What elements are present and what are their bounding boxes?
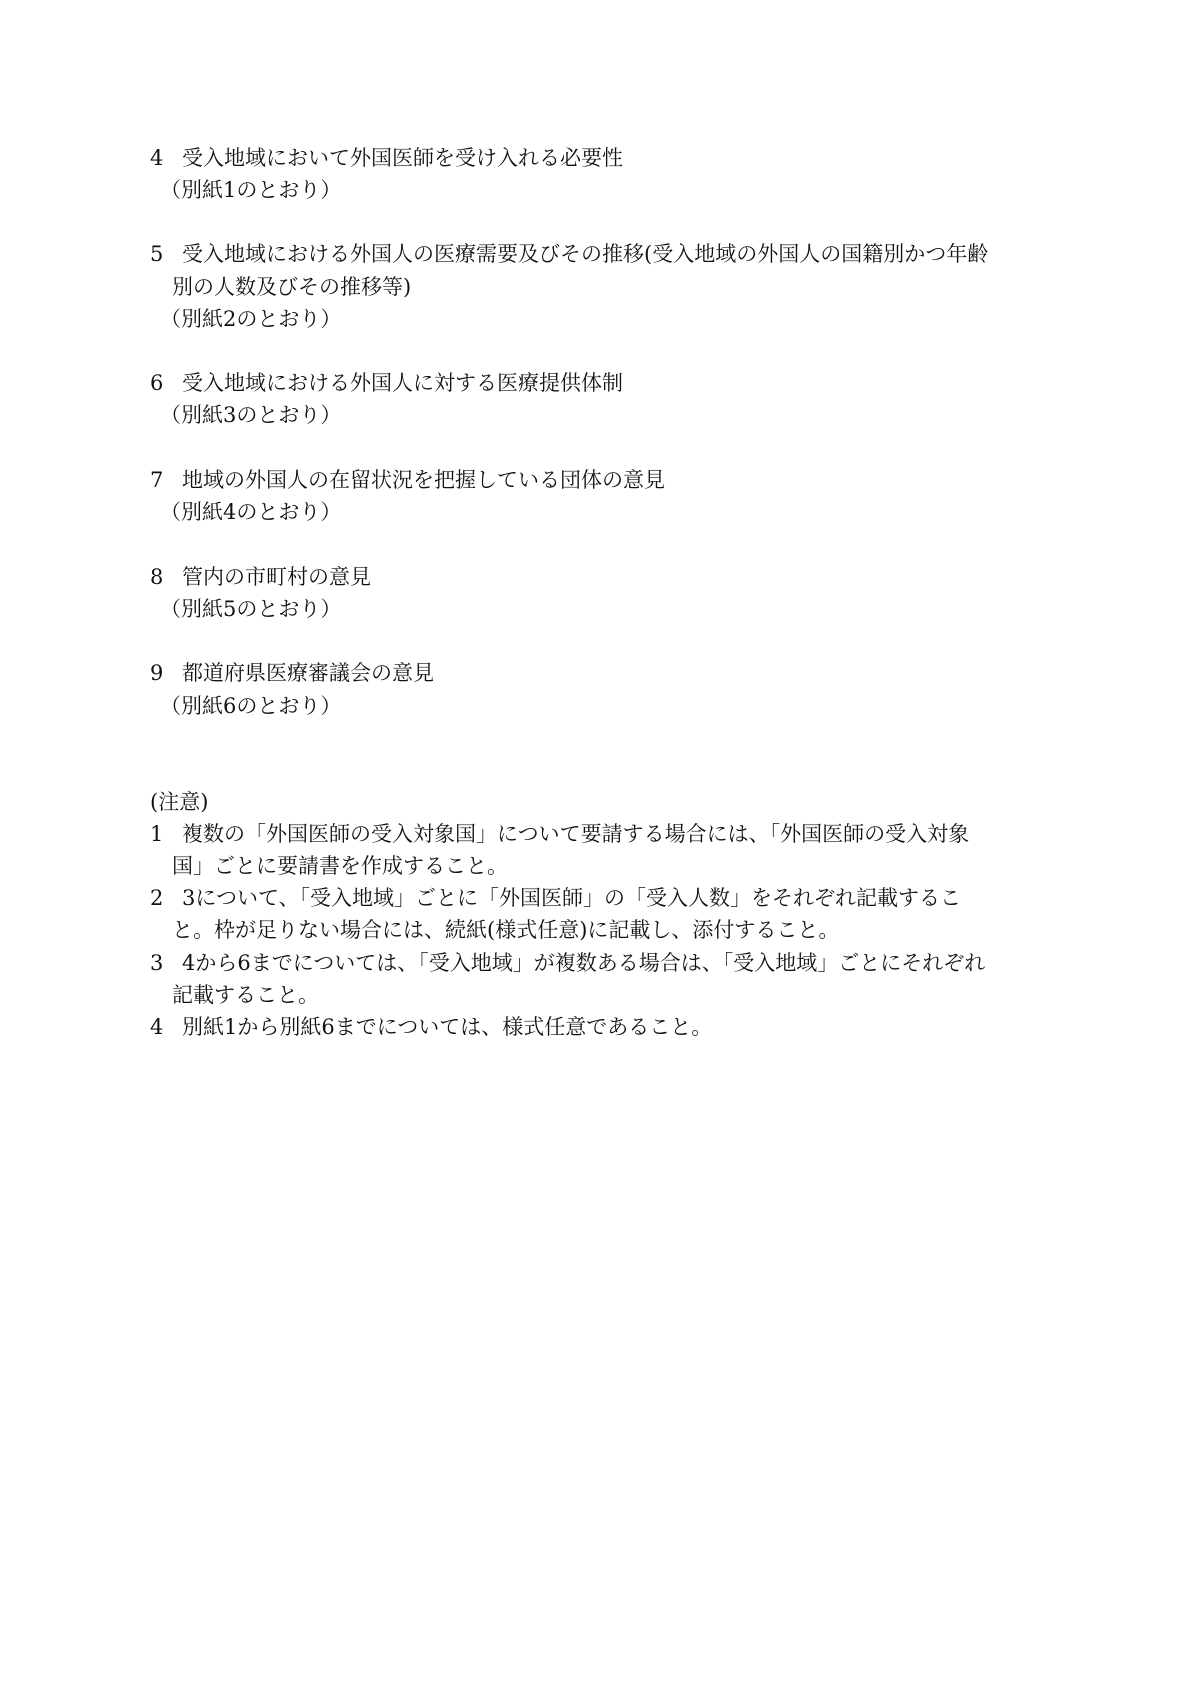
item-heading-text: 地域の外国人の在留状況を把握している団体の意見 (182, 468, 665, 492)
item-number: 6 (150, 371, 164, 395)
note-text: 3について、「受入地域」ごとに「外国医師」の「受入人数」をそれぞれ記載するこ (182, 886, 962, 910)
item-number: 4 (150, 146, 164, 170)
item-heading-text: 受入地域において外国医師を受け入れる必要性 (182, 146, 623, 170)
note-1 (150, 822, 969, 846)
note-text: 別紙1から別紙6までについては、様式任意であること。 (182, 1015, 713, 1039)
item-heading-text: 都道府県医療審議会の意見 (182, 661, 434, 685)
note-number: 4 (150, 1015, 164, 1039)
item-number: 5 (150, 242, 164, 266)
item-number: 9 (150, 661, 164, 685)
item-8-reference: （別紙5のとおり） (160, 597, 342, 621)
notes-title: (注意) (150, 790, 209, 814)
item-4-heading (150, 146, 623, 170)
item-7-heading (150, 468, 665, 492)
item-6-reference: （別紙3のとおり） (160, 403, 342, 427)
note-3-continuation: 記載すること。 (172, 983, 319, 1007)
item-4-reference: （別紙1のとおり） (160, 178, 342, 202)
note-text: 複数の「外国医師の受入対象国」について要請する場合には、「外国医師の受入対象 (182, 822, 970, 846)
item-heading-text: 受入地域における外国人に対する医療提供体制 (182, 371, 623, 395)
item-number: 7 (150, 468, 164, 492)
note-number: 3 (150, 951, 164, 975)
item-heading-text: 受入地域における外国人の医療需要及びその推移(受入地域の外国人の国籍別かつ年齢 (182, 242, 989, 266)
item-9-heading (150, 661, 434, 685)
note-2 (150, 886, 961, 910)
item-5-heading (150, 242, 988, 266)
item-9-reference: （別紙6のとおり） (160, 694, 342, 718)
note-text: 4から6までについては、「受入地域」が複数ある場合は、「受入地域」ごとにそれぞれ (182, 951, 986, 975)
item-6-heading (150, 371, 623, 395)
note-number: 2 (150, 886, 164, 910)
note-4 (150, 1015, 712, 1039)
note-2-continuation: と。枠が足りない場合には、続紙(様式任意)に記載し、添付すること。 (172, 918, 840, 942)
item-5-reference: （別紙2のとおり） (160, 307, 342, 331)
note-1-continuation: 国」ごとに要請書を作成すること。 (172, 854, 508, 878)
item-heading-text: 管内の市町村の意見 (182, 565, 371, 589)
item-5-heading-continuation: 別の人数及びその推移等) (172, 275, 412, 299)
item-8-heading (150, 565, 371, 589)
item-7-reference: （別紙4のとおり） (160, 500, 342, 524)
item-number: 8 (150, 565, 164, 589)
note-3 (150, 951, 985, 975)
note-number: 1 (150, 822, 164, 846)
